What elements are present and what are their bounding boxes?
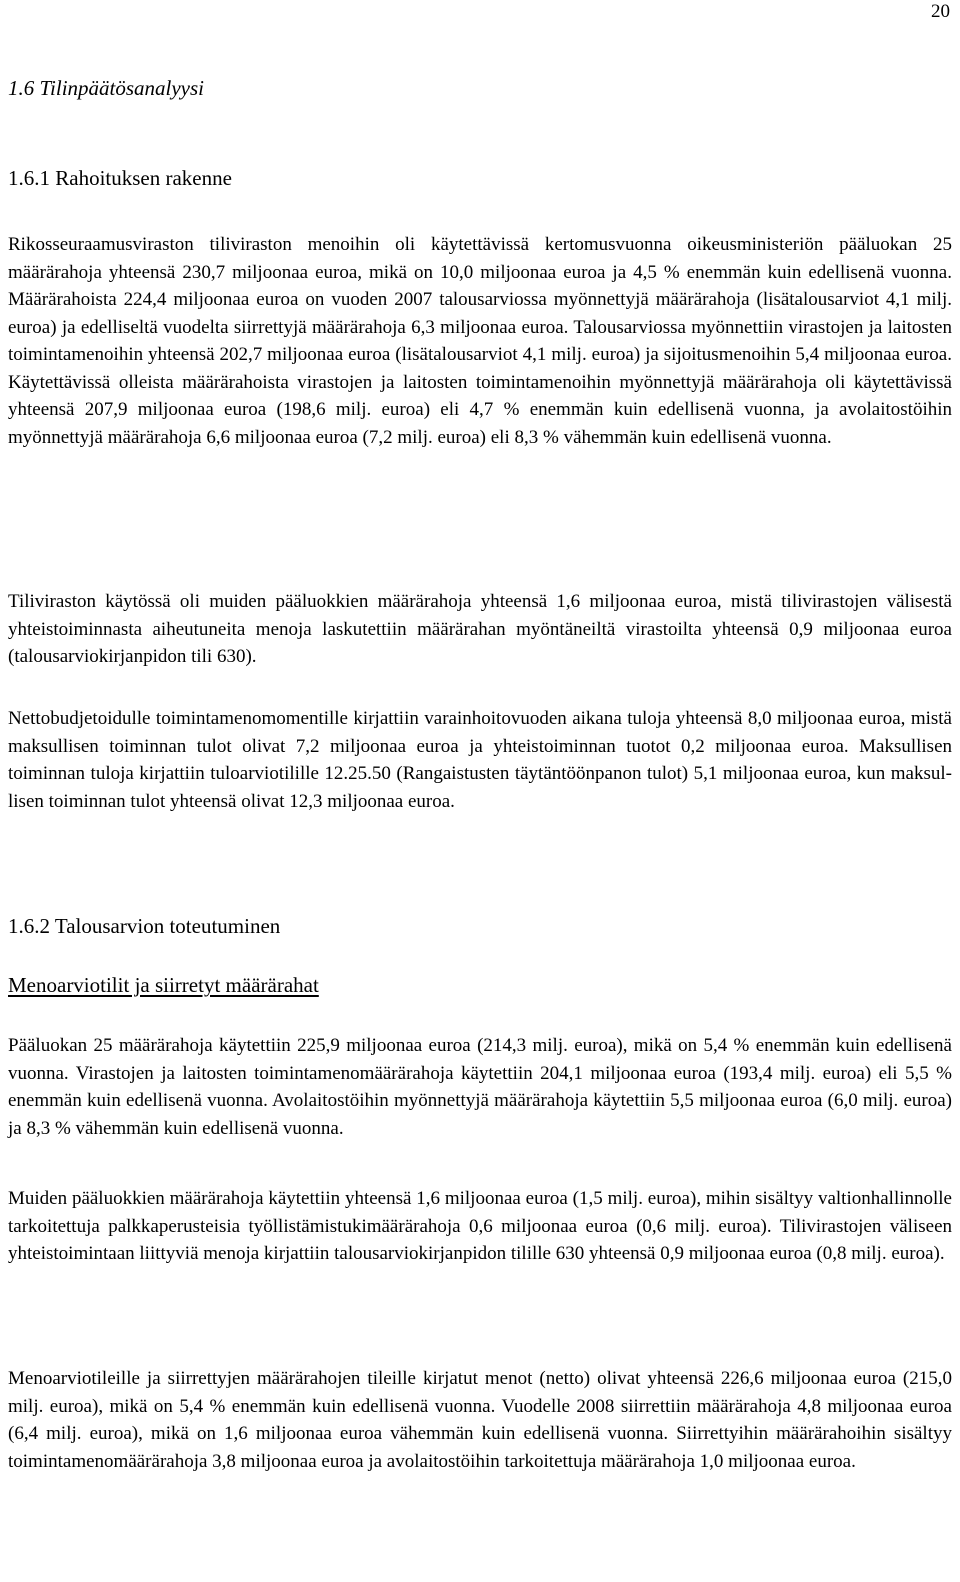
paragraph-rahoitus-1: Rikosseuraamusviraston tiliviraston menoihin oli käytettävissä kertomusvuonna oikeusministeriön pääluokan 25 määrärahoja yhteensä 230,7 miljoonaa euroa, mikä on 10,0 miljoonaa euroa ja 4,5 % enemmän kuin edellisenä vuonna. Määrärahoista 224,4 miljoonaa euroa on vuoden 2007 talousarviossa myönnettyjä määrärahoja (lisätalousarviot 4,1 milj. euroa) ja edelliseltä vuodelta siirrettyjä määrärahoja 6,3 miljoonaa euroa. Talousarviossa myönnettiin virastojen ja laitosten toimintamenoihin yhteensä 202,7 miljoonaa euroa (lisätalousarviot 4,1 milj. euroa) ja sijoitusmenoihin 5,4 miljoonaa euroa. Käytettävissä olleista määrärahoista virastojen ja laitosten toimintamenoihin myönnettyjä määrärahoja oli käytettävissä yhteensä 207,9 miljoonaa euroa (198,6 milj. euroa) eli 4,7 % enemmän kuin edellisenä vuonna, ja avolaitostöihin myönnettyjä määrärahoja 6,6 miljoonaa euroa (7,2 milj. euroa) eli 8,3 % vähemmän kuin edellisenä vuonna.: [8, 234, 952, 448]
subsection-title-talousarvio: 1.6.2 Talousarvion toteutuminen: [8, 914, 281, 938]
paragraph-talousarvio-2: Muiden pääluokkien määrärahoja käytettiin yhteensä 1,6 miljoonaa euroa (1,5 milj. euroa), mihin sisältyy valtionhallinnolle tarkoitettuja palkkaperusteisia työllistämistukimäärärahoja 0,6 miljoonaa euroa (0,6 milj. euroa). Tilivirastojen väliseen yhteistoimintaan liittyviä menoja kirjattiin talousarviokirjanpidon tilille 630 yhteensä 0,9 miljoonaa euroa (0,8 milj. euroa).: [8, 1188, 952, 1264]
paragraph-talousarvio-1: Pääluokan 25 määrärahoja käytettiin 225,9 miljoonaa euroa (214,3 milj. euroa), mikä on 5,4 % enemmän kuin edellisenä vuonna. Virastojen ja laitosten toimintamenomäärärahoja käytettiin 204,1 miljoonaa euroa (193,4 milj. euroa) eli 5,5 % enemmän kuin edellisenä vuonna. Avolaitostöihin myönnettyjä määrärahoja käytettiin 5,5 miljoonaa euroa (6,0 milj. euroa) ja 8,3 % vähemmän kuin edellisenä vuonna.: [8, 1035, 952, 1139]
page-number: 20: [931, 1, 950, 22]
subsection-title-rahoitus: 1.6.1 Rahoituksen rakenne: [8, 166, 232, 190]
paragraph-rahoitus-2: Tiliviraston käytössä oli muiden pääluokkien määrärahoja yhteensä 1,6 miljoonaa euroa, mistä tilivirastojen välisestä yhteistoiminnasta aiheutuneita menoja laskutettiin määrärahan myöntäneiltä virastoilta yhteensä 0,9 miljoonaa euroa (talousarviokirjanpidon tili 630).: [8, 591, 952, 667]
paragraph-rahoitus-3: Nettobudjetoidulle toimintamenomomentille kirjattiin varainhoitovuoden aikana tuloja yhteensä 8,0 miljoonaa euroa, mistä maksullisen toiminnan tulot olivat 7,2 miljoonaa euroa ja yhteistoiminnan tuotot 0,2 miljoonaa euroa. Maksullisen toiminnan tuloja kirjattiin tuloarviotilille 12.25.50 (Rangaistusten täytäntöönpanon tulot) 5,1 miljoonaa euroa, kun maksullisen toiminnan tulot yhteensä olivat 12,3 miljoonaa euroa.: [8, 708, 952, 812]
subheading-menoarviotilit: Menoarviotilit ja siirretyt määrärahat: [8, 973, 319, 997]
section-title: 1.6 Tilinpäätösanalyysi: [8, 76, 205, 100]
paragraph-talousarvio-3: Menoarviotileille ja siirrettyjen määrärahojen tileille kirjatut menot (netto) olivat yhteensä 226,6 miljoonaa euroa (215,0 milj. euroa), mikä on 5,4 % enemmän kuin edellisenä vuonna. Vuodelle 2008 siirrettiin määrärahoja 4,8 miljoonaa euroa (6,4 milj. euroa), mikä on 1,6 miljoonaa euroa vähemmän kuin edellisenä vuonna. Siirrettyihin määrärahoihin sisältyy toimintamenomäärärahoja 3,8 miljoonaa euroa ja avolaitostöihin tarkoitettuja määrärahoja 1,0 miljoonaa euroa.: [8, 1368, 952, 1472]
